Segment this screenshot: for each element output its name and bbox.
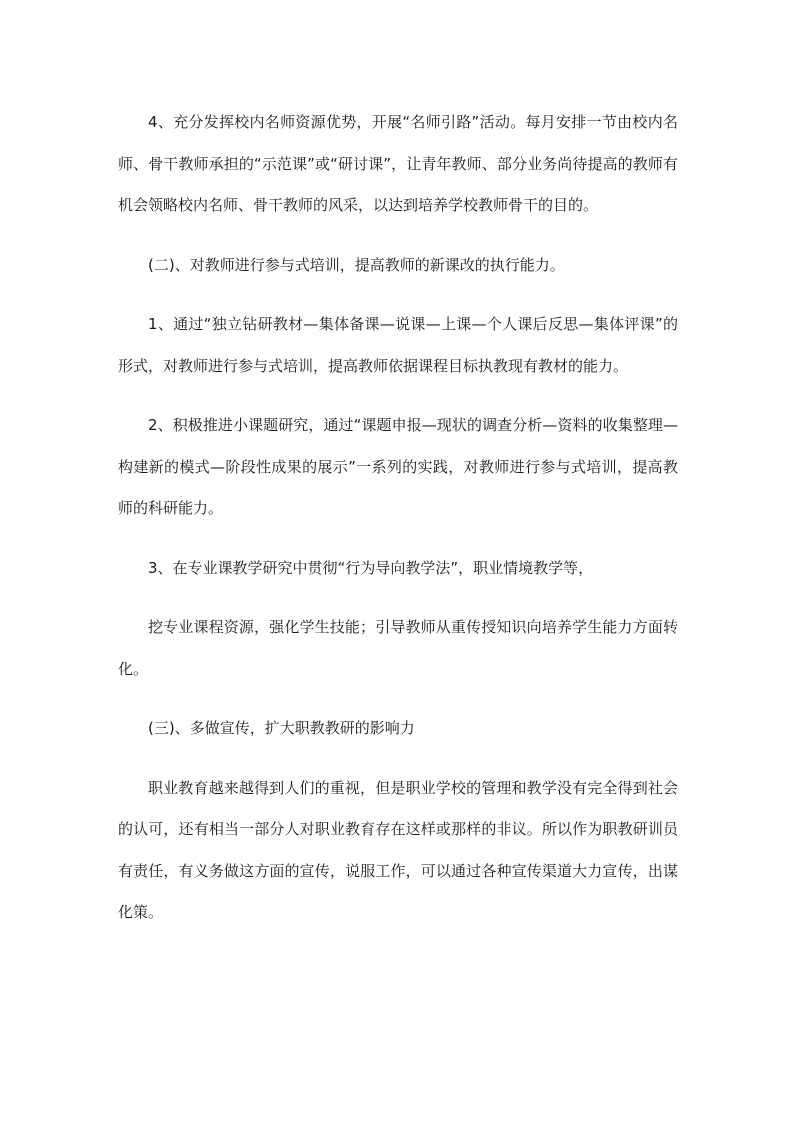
paragraph-gap xyxy=(118,690,678,708)
paragraph-gap xyxy=(118,286,678,304)
paragraph-action-oriented: 3、在专业课教学研究中贯彻“行为导向教学法”，职业情境教学等， xyxy=(148,558,594,577)
paragraph-lesson-study: 1、通过“独立钻研教材—集体备课—说课—上课—个人课后反思—集体评课”的形式，对教师进行参与式培训，提高教师依据课程目标执教现有教材的能力。 xyxy=(118,315,678,375)
paragraph-teacher-mentoring: 4、充分发挥校内名师资源优势，开展“名师引路”活动。每月安排一节由校内名师、骨干教师承担的“示范课”或“研讨课”，让青年教师、部分业务尚待提高的教师有机会领略校内名师、骨干教师的风采，以达到培养学校教师骨干的目的。 xyxy=(118,113,678,214)
document-body xyxy=(118,102,678,934)
section-heading-publicity: (三)、多做宣传，扩大职教教研的影响力 xyxy=(148,719,415,737)
paragraph-gap xyxy=(118,387,678,405)
paragraph-gap xyxy=(118,589,678,607)
paragraph-small-research: 2、积极推进小课题研究，通过“课题申报—现状的调查分析—资料的收集整理—构建新的模式—阶段性成果的展示”一系列的实践，对教师进行参与式培训，提高教师的科研能力。 xyxy=(118,416,678,517)
paragraph-gap xyxy=(118,227,678,245)
paragraph-gap xyxy=(118,750,678,768)
paragraph-gap xyxy=(118,530,678,548)
paragraph-vocational-education: 职业教育越来越得到人们的重视，但是职业学校的管理和教学没有完全得到社会的认可，还有相当一部分人对职业教育存在这样或那样的非议。所以作为职教研训员有责任，有义务做这方面的宣传，说服工作，可以通过各种宣传渠道大力宣传，出谋化策。 xyxy=(118,778,678,921)
paragraph-curriculum-resources: 挖专业课程资源，强化学生技能；引导教师从重传授知识向培养学生能力方面转化。 xyxy=(118,618,678,678)
section-heading-participatory-training: (二)、对教师进行参与式培训，提高教师的新课改的执行能力。 xyxy=(148,255,565,274)
